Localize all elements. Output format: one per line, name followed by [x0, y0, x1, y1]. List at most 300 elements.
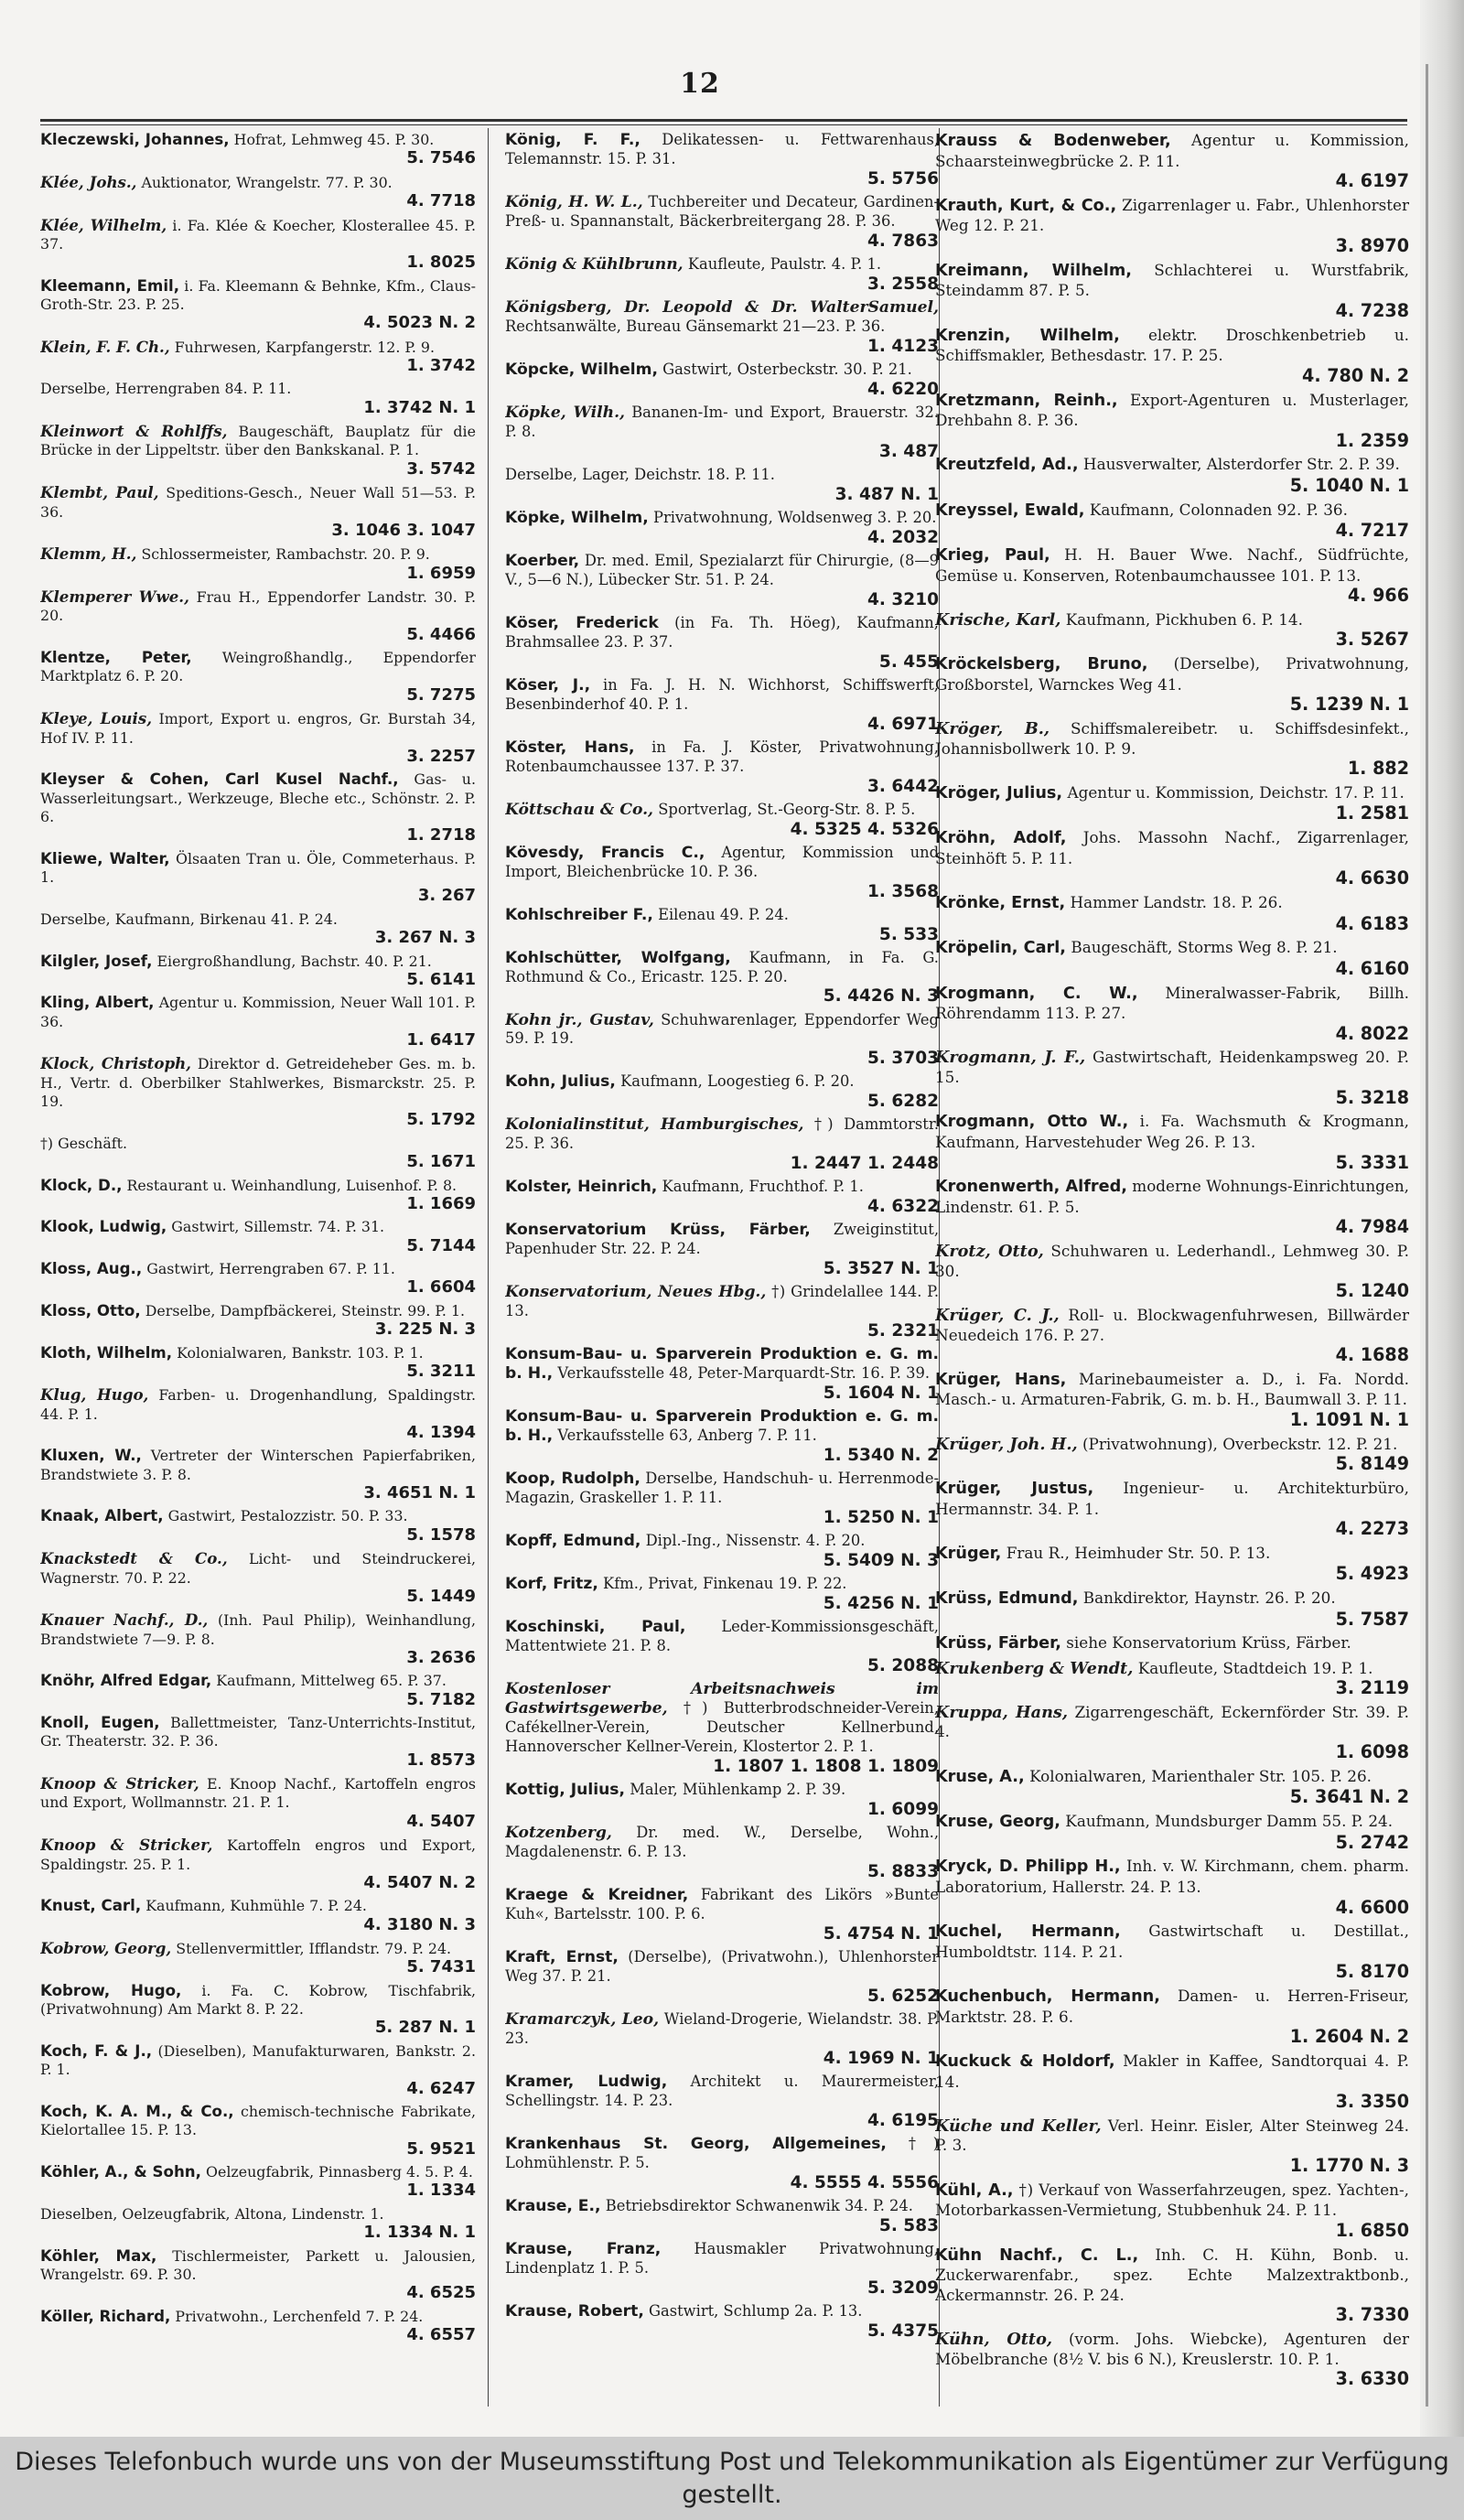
directory-entry [935, 2245, 1409, 2326]
entry-phone-number: 1. 2581 [1335, 802, 1409, 824]
entry-phone-number: 4. 7718 [406, 191, 476, 211]
entry-details: †) Verkauf von Wasserfahrzeugen, spez. Yachten-, Motorbarkassen-Vermietung, Stubbenhuk 24. P. 11. [935, 2180, 1409, 2220]
entry-details: Verl. Heinr. Eisler, Alter Steinweg 24. P. 3. [935, 2116, 1409, 2155]
entry-phone-number: 5. 7431 [406, 1957, 476, 1977]
entry-details: i. Fa. Kleemann & Behnke, Kfm., Claus-Groth-Str. 23. P. 25. [40, 276, 476, 313]
entry-phone-number: 1. 6099 [867, 1799, 939, 1819]
directory-entry [935, 1767, 1409, 1808]
directory-entry [40, 1610, 476, 1667]
entry-phone-number: 5. 5756 [867, 168, 939, 188]
entry-details: Fuhrwesen, Karpfangerstr. 12. P. 9. [174, 338, 435, 356]
entry-details: Derselbe, Dampfbäckerei, Steinstr. 99. P. 1. [145, 1301, 466, 1319]
entry-name: Köser, Frederick [505, 613, 659, 632]
directory-entry [40, 709, 476, 766]
entry-name: Konservatorium Krüss, Färber, [505, 1221, 811, 1240]
entry-details: Gastwirt, Sillemstr. 74. P. 31. [171, 1218, 385, 1236]
entry-details: Hofrat, Lehmweg 45. P. 30. [233, 131, 435, 148]
entry-details: Schuhwarenlager, Eppendorfer Weg 59. P. 19. [505, 1010, 939, 1048]
entry-name: Kobrow, Georg, [40, 1939, 172, 1958]
entry-details: (Dieselben), Manufakturwaren, Bankstr. 2. P. 1. [40, 2041, 476, 2079]
entry-phone-number: 3. 1046 3. 1047 [331, 520, 476, 540]
directory-entry [505, 552, 939, 609]
entry-details: †) Grindelallee 144. P. 13. [505, 1283, 939, 1320]
directory-entry [505, 1575, 939, 1613]
entry-name: Kröhn, Adolf, [935, 829, 1067, 848]
entry-phone-number: 4. 6971 [867, 714, 939, 734]
entry-name: Kuchel, Hermann, [935, 1922, 1121, 1942]
directory-column-3 [935, 131, 1409, 2405]
entry-name: Kilgler, Josef, [40, 952, 153, 970]
entry-phone-number: 1. 1669 [406, 1193, 476, 1213]
directory-entry [935, 1857, 1409, 1917]
entry-phone-number: 5. 3211 [406, 1361, 476, 1381]
entry-details: Gastwirt, Herrengraben 67. P. 11. [146, 1260, 395, 1278]
entry-details: Fabrikant des Likörs »Bunte Kuh«, Bartelsstr. 100. P. 6. [505, 1885, 939, 1922]
entry-phone-number: 1. 6604 [406, 1277, 476, 1298]
entry-details: siehe Konservatorium Krüss, Färber. [1066, 1633, 1351, 1653]
directory-entry [935, 1112, 1409, 1172]
directory-entry [40, 1939, 476, 1977]
directory-entry [40, 1507, 476, 1545]
entry-details: Gastwirtschaft u. Destillat., Humboldtstr. 114. P. 21. [935, 1922, 1409, 1961]
entry-details: Rechtsanwälte, Bureau Gänsemarkt 21—23. P. 36. [505, 317, 886, 335]
entry-name: Kolonialinstitut, Hamburgisches, [505, 1115, 804, 1135]
directory-entry [935, 2116, 1409, 2176]
entry-phone-number: 3. 225 N. 3 [374, 1319, 476, 1340]
entry-details: Stellenvermittler, Ifflandstr. 79. P. 24. [176, 1940, 452, 1958]
entry-phone-number: 5. 1240 [1335, 1280, 1409, 1302]
entry-name: Kreyssel, Ewald, [935, 501, 1085, 520]
entry-details: Zweiginstitut, Papenhuder Str. 22. P. 24. [505, 1221, 939, 1258]
directory-entry [505, 1618, 939, 1675]
entry-phone-number: 3. 2558 [867, 274, 939, 294]
directory-entry [505, 614, 939, 672]
entry-details: Zigarrenlager u. Fabr., Uhlenhorster Weg 12. P. 21. [935, 195, 1409, 235]
entry-name: Krauss & Bodenweber, [935, 132, 1171, 150]
entry-phone-number: 5. 4256 N. 1 [823, 1594, 939, 1614]
entry-name: Kröger, Julius, [935, 783, 1063, 802]
directory-entry [935, 2052, 1409, 2112]
entry-details: Export-Agenturen u. Musterlager, Drehbahn 8. P. 36. [935, 390, 1409, 430]
directory-entry [40, 1714, 476, 1770]
entry-details: Agentur u. Kommission, Deichstr. 17. P. 11. [1067, 782, 1405, 802]
directory-entry [505, 509, 939, 547]
directory-entry [505, 2010, 939, 2068]
entry-phone-number: 3. 3350 [1335, 2091, 1409, 2113]
entry-phone-number: 5. 287 N. 1 [374, 2018, 476, 2038]
entry-name: Konsum-Bau- u. Sparverein Produktion e. G. m. b. H., [505, 1407, 939, 1446]
directory-entry [505, 906, 939, 944]
entry-details: (Privatwohnung), Overbeckstr. 12. P. 21. [1082, 1434, 1398, 1453]
directory-entry [40, 1447, 476, 1502]
entry-phone-number: 4. 6195 [867, 2110, 939, 2130]
entry-name: Kostenloser Arbeitsnachweis im Gastwirtsgewerbe, [505, 1680, 939, 1718]
entry-details: Gastwirt, Pestalozzistr. 50. P. 33. [167, 1507, 408, 1525]
entry-phone-number: 4. 780 N. 2 [1302, 364, 1409, 386]
entry-details: Kaufmann, Mundsburger Damm 55. P. 24. [1065, 1812, 1394, 1831]
entry-name: Koerber, [505, 551, 580, 570]
entry-name: Krische, Karl, [935, 609, 1061, 630]
entry-phone-number: 1. 1807 1. 1808 1. 1809 [713, 1756, 939, 1776]
page-edge-line [1426, 64, 1428, 2407]
entry-details: Baugeschäft, Bauplatz für die Brücke in der Lippeltstr. über den Bankskanal. P. 1. [40, 423, 476, 459]
footer-notice: Dieses Telefonbuch wurde uns von der Museumsstiftung Post und Telekommunikation als Eigentümer zur Verfügung gestellt. [0, 2437, 1464, 2520]
entry-phone-number: 5. 4466 [406, 624, 476, 644]
entry-details: Kaufmann, Loogestieg 6. P. 20. [620, 1072, 855, 1091]
directory-entry [40, 2247, 476, 2303]
directory-entry [40, 131, 476, 168]
entry-details: Auktionator, Wrangelstr. 77. P. 30. [141, 173, 393, 191]
entry-name: Kleinwort & Rohlffs, [40, 422, 228, 441]
entry-name: Kruse, A., [935, 1767, 1025, 1786]
entry-name: Krogmann, Otto W., [935, 1113, 1129, 1132]
directory-entry [505, 1781, 939, 1819]
entry-details: in Fa. J. Köster, Privatwohnung, Rotenbaumchaussee 137. P. 37. [505, 738, 939, 775]
entry-phone-number: 4. 6525 [406, 2283, 476, 2303]
directory-entry [935, 1370, 1409, 1430]
entry-name: König & Kühlbrunn, [505, 254, 684, 274]
entry-details: Kolonialwaren, Bankstr. 103. P. 1. [177, 1343, 424, 1362]
entry-details: Restaurant u. Weinhandlung, Luisenhof. P. 8. [126, 1176, 458, 1194]
entry-details: (vorm. Johs. Wiebcke), Agenturen der Möbelbranche (8½ V. bis 6 N.), Kreuslerstr. 10. P. 1. [935, 2330, 1409, 2368]
entry-name: Kövesdy, Francis C., [505, 843, 705, 862]
directory-entry [40, 1054, 476, 1130]
entry-phone-number: 5. 4754 N. 1 [823, 1923, 939, 1944]
entry-details: †) Dammtorstr. 25. P. 36. [505, 1115, 939, 1153]
directory-entry [40, 1302, 476, 1340]
entry-name: Kretzmann, Reinh., [935, 391, 1118, 410]
entry-phone-number: 4. 6630 [1335, 867, 1409, 889]
entry-name: Klemperer Wwe., [40, 587, 189, 607]
directory-entry [505, 2073, 939, 2130]
entry-details: (Derselbe), (Privatwohn.), Uhlenhorster Weg 37. P. 21. [505, 1947, 939, 1985]
entry-phone-number: 3. 487 [878, 441, 939, 461]
entry-phone-number: 4. 6557 [406, 2324, 476, 2344]
entry-name: Kruse, Georg, [935, 1813, 1060, 1832]
directory-entry [935, 2181, 1409, 2241]
entry-details: Kartoffeln engros und Export, Spaldingstr. 25. P. 1. [40, 1836, 476, 1873]
entry-details: Inh. C. H. Kühn, Bonb. u. Zuckerwarenfabr., spez. Echte Malzextraktbonb., Ackermannstr. 26. P. 24. [935, 2245, 1409, 2304]
entry-phone-number: 5. 9521 [406, 2138, 476, 2159]
entry-phone-number: 5. 8170 [1335, 1961, 1409, 1983]
entry-name: Krotz, Otto, [935, 1242, 1044, 1262]
directory-column-2 [505, 131, 939, 2405]
directory-entry [505, 1345, 939, 1403]
directory-entry [505, 2135, 939, 2192]
entry-name: Klock, Christoph, [40, 1054, 191, 1073]
entry-name: Kleczewski, Johannes, [40, 131, 230, 148]
entry-phone-number: 5. 1239 N. 1 [1289, 694, 1409, 716]
directory-entry [505, 1532, 939, 1570]
directory-entry [40, 2205, 476, 2243]
directory-entry [935, 828, 1409, 888]
directory-entry [505, 466, 939, 504]
entry-phone-number: 4. 1394 [406, 1422, 476, 1442]
entry-phone-number: 5. 1578 [406, 1524, 476, 1545]
entry-name: Korf, Fritz, [505, 1575, 598, 1594]
entry-details: Bankdirektor, Haynstr. 26. P. 20. [1082, 1588, 1336, 1608]
entry-name: Krüss, Edmund, [935, 1589, 1079, 1609]
entry-details: Gastwirt, Osterbeckstr. 30. P. 21. [662, 360, 912, 378]
entry-name: Kopff, Edmund, [505, 1532, 641, 1551]
directory-entry [935, 1633, 1409, 1654]
entry-details: Eiergroßhandlung, Bachstr. 40. P. 21. [156, 952, 432, 970]
directory-entry [935, 1306, 1409, 1365]
entry-details: chemisch-technische Fabrikate, Kielortallee 15. P. 13. [40, 2102, 476, 2139]
column-separator [488, 128, 489, 2407]
directory-entry [505, 801, 939, 839]
entry-name: Kohn jr., Gustav, [505, 1010, 654, 1029]
entry-details: Inh. v. W. Kirchmann, chem. pharm. Laboratorium, Hallerstr. 24. P. 13. [935, 1857, 1409, 1896]
entry-details: Roll- u. Blockwagenfuhrwesen, Billwärder Neuedeich 176. P. 27. [935, 1305, 1409, 1344]
entry-name: Klook, Ludwig, [40, 1218, 167, 1236]
directory-entry [935, 1922, 1409, 1982]
directory-entry [505, 949, 939, 1007]
entry-phone-number: 1. 6959 [406, 563, 476, 583]
entry-phone-number: 5. 583 [878, 2215, 939, 2235]
directory-entry [935, 326, 1409, 386]
entry-phone-number: 5. 533 [878, 924, 939, 944]
entry-phone-number: 4. 5023 N. 2 [363, 313, 476, 333]
entry-details: Schlachterei u. Wurstfabrik, Steindamm 87. P. 5. [935, 260, 1409, 300]
entry-details: Kaufmann, Kuhmühle 7. P. 24. [145, 1897, 367, 1915]
entry-phone-number: 4. 6600 [1335, 1896, 1409, 1918]
directory-entry [505, 1011, 939, 1069]
entry-phone-number: 4. 6322 [867, 1197, 939, 1217]
directory-entry [505, 1115, 939, 1173]
entry-phone-number: 5. 1671 [406, 1152, 476, 1172]
entry-name: Knust, Carl, [40, 1897, 142, 1915]
entry-name: Kraft, Ernst, [505, 1947, 619, 1966]
directory-entry [935, 1812, 1409, 1853]
directory-entry [40, 277, 476, 333]
directory-entry [40, 770, 476, 845]
entry-phone-number: 3. 487 N. 1 [834, 484, 939, 504]
entry-phone-number: 5. 2088 [867, 1656, 939, 1676]
entry-phone-number: 3. 6442 [867, 776, 939, 796]
entry-name: Klemm, H., [40, 544, 137, 564]
entry-details: i. Fa. Wachsmuth & Krogmann, Kaufmann, Harvestehuder Weg 26. P. 13. [935, 1112, 1409, 1151]
directory-entry [935, 196, 1409, 256]
directory-entry [505, 2240, 939, 2298]
entry-details: Hammer Landstr. 18. P. 26. [1070, 893, 1283, 911]
entry-phone-number: 4. 1969 N. 1 [823, 2048, 939, 2068]
entry-name: Köpke, Wilhelm, [505, 508, 649, 527]
directory-entry [935, 719, 1409, 779]
directory-entry [505, 1072, 939, 1111]
entry-details: Direktor d. Getreideheber Ges. m. b. H., Vertr. d. Oberbilker Stahlwerkes, Bismarckstr. 25. P. 19. [40, 1055, 476, 1111]
entry-phone-number: 3. 267 [417, 886, 476, 906]
entry-details: Architekt u. Maurermeister, Schellingstr. 14. P. 23. [505, 2072, 939, 2109]
entry-phone-number: 4. 966 [1347, 585, 1409, 607]
entry-details: Frau R., Heimhuder Str. 50. P. 13. [1006, 1543, 1271, 1562]
directory-entry [505, 255, 939, 294]
entry-details: Schuhwaren u. Lederhandl., Lehmweg 30. P. 30. [935, 1242, 1409, 1280]
directory-entry [935, 1242, 1409, 1301]
directory-entry [505, 1283, 939, 1341]
entry-phone-number: 4. 5555 4. 5556 [790, 2172, 939, 2192]
entry-phone-number: 4. 6247 [406, 2078, 476, 2098]
directory-entry [935, 654, 1409, 715]
entry-details: Leder-Kommissionsgeschäft, Mattentwiete 21. P. 8. [505, 1618, 939, 1655]
entry-name: Koch, K. A. M., & Co., [40, 2102, 234, 2120]
entry-name: Kühn, Otto, [935, 2330, 1052, 2350]
entry-phone-number: 5. 4426 N. 3 [823, 986, 939, 1007]
entry-details: Hausmakler Privatwohnung, Lindenplatz 1. P. 5. [505, 2239, 939, 2277]
entry-name: Krüger, C. J., [935, 1305, 1060, 1325]
entry-phone-number: 3. 2257 [406, 746, 476, 766]
entry-name: Knackstedt & Co., [40, 1549, 228, 1568]
entry-phone-number: 1. 1334 [406, 2181, 476, 2201]
entry-details: Verkaufsstelle 48, Peter-Marquardt-Str. 16. P. 39. [557, 1364, 930, 1383]
entry-name: Kleemann, Emil, [40, 276, 180, 295]
entry-details: Agentur, Kommission und Import, Bleichenbrücke 10. P. 36. [505, 843, 939, 880]
entry-name: Kröger, B., [935, 718, 1050, 738]
entry-phone-number: 1. 2718 [406, 825, 476, 845]
entry-name: Kling, Albert, [40, 994, 155, 1012]
entry-phone-number: 1. 1091 N. 1 [1289, 1409, 1409, 1430]
directory-entry [935, 131, 1409, 191]
entry-phone-number: 5. 7182 [406, 1689, 476, 1709]
directory-entry [935, 783, 1409, 824]
entry-details: Gastwirtschaft, Heidenkampsweg 20. P. 15. [935, 1048, 1409, 1087]
entry-name: Knoop & Stricker, [40, 1774, 199, 1793]
directory-entry [40, 173, 476, 211]
entry-name: Krankenhaus St. Georg, Allgemeines, [505, 2134, 887, 2153]
directory-entry [505, 676, 939, 734]
directory-entry [935, 501, 1409, 542]
entry-details: moderne Wohnungs-Einrichtungen, Lindenstr. 61. P. 5. [935, 1177, 1409, 1216]
directory-entry [935, 1588, 1409, 1630]
entry-details: Derselbe, Herrengraben 84. P. 11. [40, 380, 292, 398]
entry-details: Wieland-Drogerie, Wielandstr. 38. P. 23. [505, 2009, 939, 2047]
entry-name: Krüger, Joh. H., [935, 1434, 1078, 1454]
entry-phone-number: 1. 3742 N. 1 [363, 397, 476, 417]
entry-phone-number: 5. 3209 [867, 2278, 939, 2298]
entry-name: Krauth, Kurt, & Co., [935, 196, 1117, 215]
entry-details: Ingenieur- u. Architekturbüro, Hermannstr. 34. P. 1. [935, 1478, 1409, 1518]
entry-details: Betriebsdirektor Schwanenwik 34. P. 24. [605, 2196, 913, 2214]
entry-phone-number: 1. 4123 [867, 336, 939, 356]
entry-details: Ballettmeister, Tanz-Unterrichts-Institut, Gr. Theaterstr. 32. P. 36. [40, 1714, 476, 1750]
directory-entry [935, 1177, 1409, 1237]
directory-entry [935, 1479, 1409, 1539]
directory-entry [935, 1048, 1409, 1107]
entry-name: Knauer Nachf., D., [40, 1610, 209, 1630]
entry-phone-number: 3. 5742 [406, 458, 476, 479]
directory-entry [40, 1672, 476, 1709]
entry-phone-number: 5. 8149 [1335, 1453, 1409, 1475]
entry-details: Kaufmann, in Fa. G. Rothmund & Co., Ericastr. 125. P. 20. [505, 948, 939, 985]
directory-entry [505, 1470, 939, 1527]
entry-name: Köster, Hans, [505, 738, 635, 757]
entry-details: H. H. Bauer Wwe. Nachf., Südfrüchte, Gemüse u. Konserven, Rotenbaumchaussee 101. P. 13. [935, 544, 1409, 585]
entry-details: Maler, Mühlenkamp 2. P. 39. [630, 1781, 846, 1799]
entry-name: Köpcke, Wilhelm, [505, 360, 658, 379]
directory-entry [935, 455, 1409, 496]
entry-phone-number: 3. 8970 [1335, 235, 1409, 257]
directory-entry [505, 361, 939, 399]
directory-entry [935, 1703, 1409, 1762]
entry-phone-number: 5. 3218 [1335, 1086, 1409, 1108]
entry-name: Kohlschütter, Wolfgang, [505, 948, 731, 967]
entry-name: Königsberg, Dr. Leopold & Dr. WalterSamuel, [505, 297, 939, 317]
entry-name: Kühl, A., [935, 2181, 1014, 2200]
entry-name: Kuchenbuch, Hermann, [935, 1987, 1160, 2007]
entry-name: Klug, Hugo, [40, 1385, 149, 1405]
entry-details: Delikatessen- u. Fettwarenhaus, Telemannstr. 15. P. 31. [505, 131, 939, 167]
entry-phone-number: 4. 3180 N. 3 [363, 1914, 476, 1934]
entry-name: Knoop & Stricker, [40, 1836, 213, 1855]
entry-name: Kruppa, Hans, [935, 1702, 1069, 1722]
entry-details: Speditions-Gesch., Neuer Wall 51—53. P. 36. [40, 484, 476, 521]
entry-name: Kloth, Wilhelm, [40, 1343, 173, 1362]
entry-name: Köhler, A., & Sohn, [40, 2163, 201, 2181]
entry-name: Knöhr, Alfred Edgar, [40, 1672, 212, 1690]
entry-details: Schiffsmalereibetr. u. Schiffsdesinfekt., Johannisbollwerk 10. P. 9. [935, 718, 1409, 758]
entry-name: Krüger, [935, 1544, 1002, 1563]
entry-name: Kloss, Aug., [40, 1260, 143, 1278]
entry-name: Krause, Franz, [505, 2239, 662, 2258]
directory-column-1 [40, 131, 476, 2405]
entry-details: Kolonialwaren, Marienthaler Str. 105. P. 26. [1029, 1766, 1372, 1785]
entry-details: †) Geschäft. [40, 1134, 127, 1152]
entry-name: Kleyser & Cohen, Carl Kusel Nachf., [40, 770, 399, 789]
entry-phone-number: 3. 6330 [1335, 2368, 1409, 2390]
entry-details: Dr. med. W., Derselbe, Wohn., Magdalenenstr. 6. P. 13. [505, 1824, 939, 1860]
directory-entry [505, 1178, 939, 1216]
entry-phone-number: 1. 5250 N. 1 [823, 1508, 939, 1528]
entry-name: Krönke, Ernst, [935, 894, 1066, 912]
directory-entry [40, 953, 476, 990]
directory-entry [935, 1987, 1409, 2047]
entry-details: Kaufmann, Pickhuben 6. P. 14. [1065, 609, 1303, 629]
entry-name: Klembt, Paul, [40, 483, 159, 502]
entry-phone-number: 5. 3641 N. 2 [1289, 1786, 1409, 1808]
entry-details: (Inh. Paul Philip), Weinhandlung, Brandstwiete 7—9. P. 8. [40, 1611, 476, 1648]
entry-phone-number: 1. 1334 N. 1 [363, 2223, 476, 2243]
directory-entry [40, 338, 476, 376]
entry-name: Köser, J., [505, 675, 591, 695]
entry-phone-number: 1. 2359 [1335, 429, 1409, 451]
entry-details: Sportverlag, St.-Georg-Str. 8. P. 5. [658, 800, 916, 818]
entry-phone-number: 4. 7863 [867, 231, 939, 251]
entry-phone-number: 5. 4923 [1335, 1563, 1409, 1585]
entry-phone-number: 5. 5409 N. 3 [823, 1551, 939, 1571]
entry-phone-number: 1. 1770 N. 3 [1289, 2155, 1409, 2176]
entry-details: Agentur u. Kommission, Schaarsteinwegbrücke 2. P. 11. [935, 131, 1409, 170]
entry-details: †) Lohmühlenstr. P. 5. [505, 2134, 939, 2171]
entry-name: Kleye, Louis, [40, 709, 152, 728]
entry-name: Kluxen, W., [40, 1447, 142, 1465]
entry-name: Klée, Johs., [40, 172, 137, 191]
directory-entry [935, 984, 1409, 1044]
entry-details: Kaufleute, Stadtdeich 19. P. 1. [1137, 1658, 1373, 1677]
directory-entry [505, 1886, 939, 1944]
entry-name: Klein, F. F. Ch., [40, 337, 170, 356]
entry-phone-number: 1. 6850 [1335, 2219, 1409, 2241]
entry-details: Johs. Massohn Nachf., Zigarrenlager, Steinhöft 5. P. 11. [935, 828, 1409, 867]
entry-name: Koschinski, Paul, [505, 1618, 686, 1637]
page-number: 12 [680, 68, 720, 100]
entry-phone-number: 5. 1040 N. 1 [1289, 474, 1409, 496]
entry-phone-number: 5. 6282 [867, 1092, 939, 1112]
entry-phone-number: 5. 3527 N. 1 [823, 1259, 939, 1279]
entry-name: Kreutzfeld, Ad., [935, 456, 1079, 475]
entry-name: Köpke, Wilh., [505, 403, 626, 422]
entry-phone-number: 5. 8833 [867, 1861, 939, 1881]
entry-phone-number: 1. 882 [1347, 758, 1409, 780]
